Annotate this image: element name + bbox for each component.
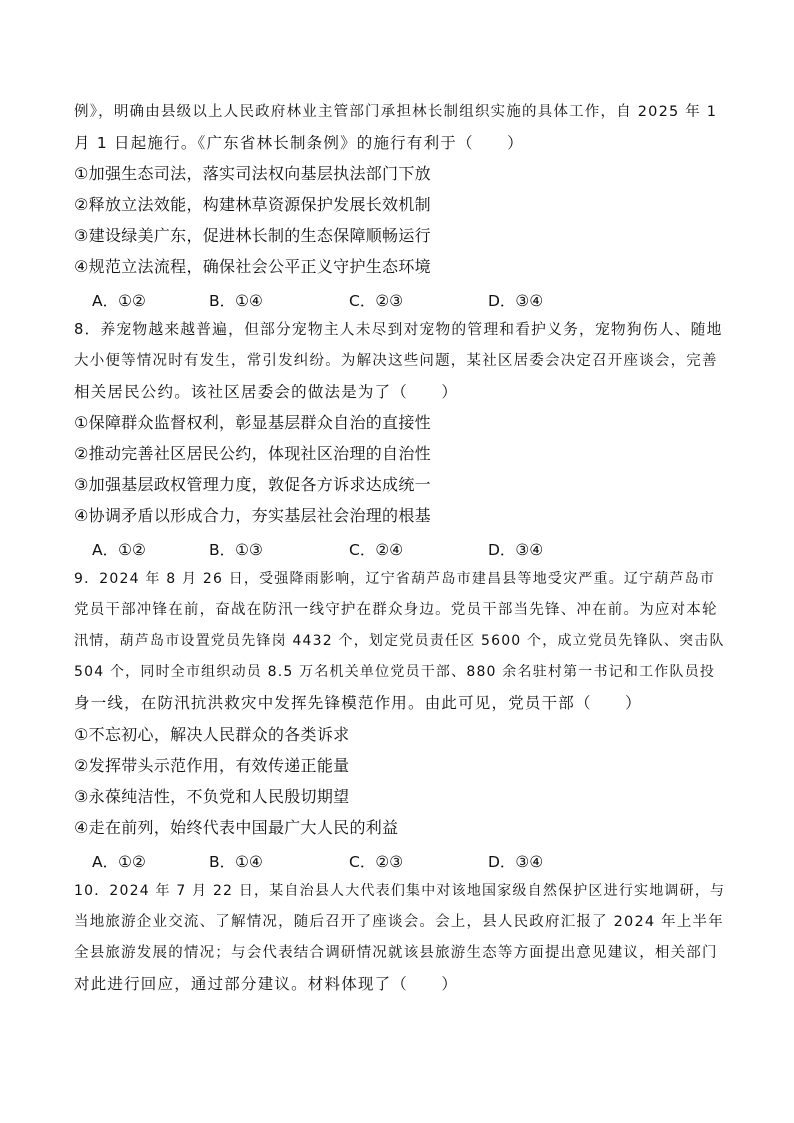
q9-stem-line: 504 个，同时全市组织动员 8.5 万名机关单位党员干部、880 余名驻村第一书记和工作队员投	[74, 664, 716, 680]
q7-option: ②释放立法效能，构建林草资源保护发展长效机制	[74, 195, 431, 214]
q7-choice-d: D．③④	[488, 292, 544, 310]
q9-option: ②发挥带头示范作用，有效传递正能量	[74, 756, 350, 775]
q8-option: ②推动完善社区居民公约，体现社区治理的自治性	[74, 444, 431, 463]
q7-choice-a: A．①②	[92, 292, 146, 310]
q8-stem-line: 大小便等情况时有发生，常引发纠纷。为解决这些问题，某社区居委会决定召开座谈会，完善	[74, 353, 718, 369]
q10-stem-line: 10．2024 年 7 月 22 日，某自治县人大代表们集中对该地国家级自然保护区进行实地调研，与	[74, 883, 726, 899]
q9-stem-line: 身一线，在防汛抗洪救灾中发挥先锋模范作用。由此可见，党员干部（ ）	[74, 694, 642, 712]
q8-option: ④协调矛盾以形成合力，夯实基层社会治理的根基	[74, 506, 431, 525]
q7-choice-b: B．①④	[209, 292, 263, 310]
q8-choice-a: A．①②	[92, 541, 146, 559]
q8-stem-line: 8．养宠物越来越普遍，但部分宠物主人未尽到对宠物的管理和看护义务，宠物狗伤人、随地	[74, 321, 723, 338]
q9-stem-line: 9．2024 年 8 月 26 日，受强降雨影响，辽宁省葫芦岛市建昌县等地受灾严重。辽宁葫芦岛市	[74, 571, 716, 587]
q9-stem-line: 党员干部冲锋在前，奋战在防汛一线守护在群众身边。党员干部当先锋、冲在前。为应对本轮	[74, 602, 718, 618]
q9-choice-c: C．②③	[349, 853, 404, 871]
q9-stem-line: 汛情，葫芦岛市设置党员先锋岗 4432 个，划定党员责任区 5600 个，成立党员先锋队、突击队	[74, 633, 725, 649]
q10-stem-line: 当地旅游企业交流、了解情况，随后召开了座谈会。会上，县人民政府汇报了 2024 年上半年	[74, 914, 724, 930]
q7-choice-c: C．②③	[349, 292, 404, 310]
q7-stem-line: 月 1 日起施行。《广东省林长制条例》的施行有利于（ ）	[74, 134, 524, 152]
q9-option: ③永葆纯洁性，不负党和人民殷切期望	[74, 787, 350, 806]
q7-option: ③建设绿美广东，促进林长制的生态保障顺畅运行	[74, 226, 431, 245]
q8-choice-b: B．①③	[209, 541, 263, 559]
q8-stem-line: 相关居民公约。该社区居委会的做法是为了（ ）	[74, 383, 459, 401]
q10-stem-line: 对此进行回应，通过部分建议。材料体现了（ ）	[74, 975, 459, 993]
q9-choice-b: B．①④	[209, 853, 263, 871]
q10-stem-line: 全县旅游发展的情况；与会代表结合调研情况就该县旅游生态等方面提出意见建议，相关部门	[74, 945, 718, 961]
q9-choice-a: A．①②	[92, 853, 146, 871]
q8-choice-c: C．②④	[349, 541, 404, 559]
q9-choices	[92, 850, 652, 870]
q9-option: ①不忘初心，解决人民群众的各类诉求	[74, 725, 350, 744]
q8-option: ①保障群众监督权利，彰显基层群众自治的直接性	[74, 413, 431, 432]
q7-choices	[92, 289, 652, 309]
q9-choice-d: D．③④	[488, 853, 544, 871]
q7-option: ①加强生态司法，落实司法权向基层执法部门下放	[74, 164, 431, 183]
q7-option: ④规范立法流程，确保社会公平正义守护生态环境	[74, 257, 431, 276]
q8-choice-d: D．③④	[488, 541, 544, 559]
q8-choices	[92, 538, 652, 558]
q7-stem-line: 例》，明确由县级以上人民政府林业主管部门承担林长制组织实施的具体工作，自 2025 年 1	[74, 104, 718, 120]
q8-option: ③加强基层政权管理力度，敦促各方诉求达成统一	[74, 475, 431, 494]
q9-option: ④走在前列，始终代表中国最广大人民的利益	[74, 818, 399, 837]
